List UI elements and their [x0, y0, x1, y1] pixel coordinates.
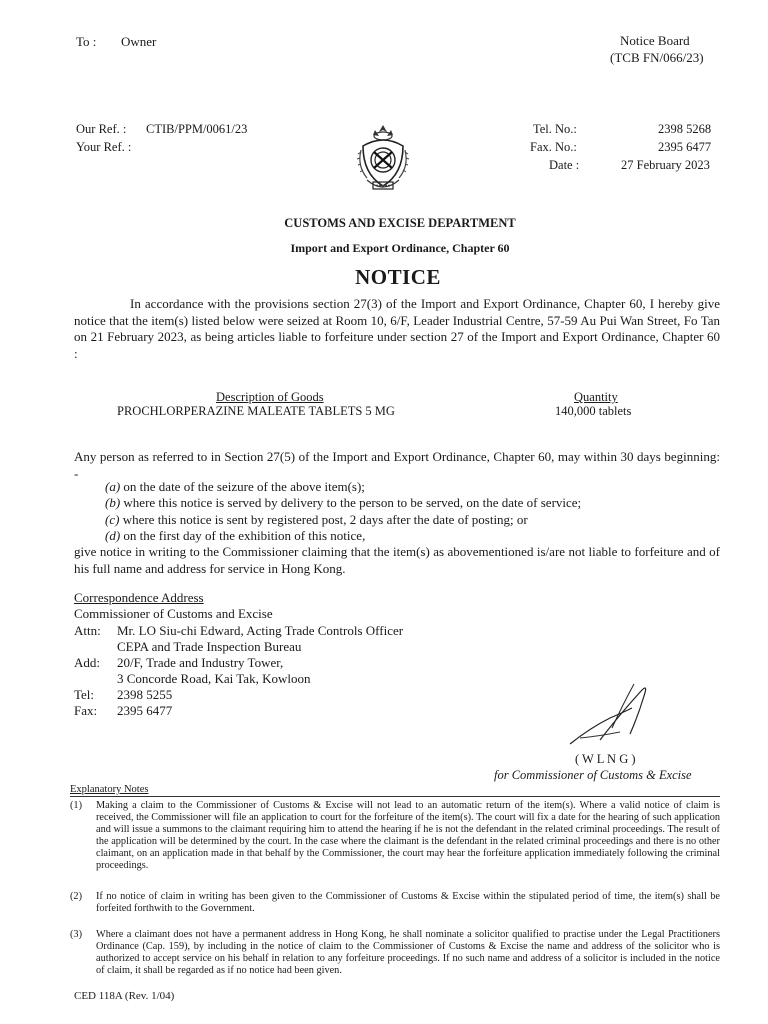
claim-item-marker: (b): [105, 495, 121, 510]
note-number: (2): [70, 891, 83, 902]
fax-value: 2395 6477: [658, 140, 712, 154]
signature-image: [560, 676, 670, 756]
note-text: If no notice of claim in writing has been given to the Commissioner of Customs & Excise within the stipulated period of time, the item(s) shall be forfeited forthwith to the Government.: [96, 891, 720, 914]
claim-item-a: [105, 479, 365, 495]
note-3: [70, 929, 720, 977]
note-1: [70, 800, 720, 872]
claim-item-d: [105, 528, 365, 544]
ordinance-title: Import and Export Ordinance, Chapter 60: [290, 241, 510, 255]
goods-desc-header: Description of Goods: [216, 390, 324, 404]
goods-qty-value: 140,000 tablets: [555, 404, 632, 418]
tel-label: Tel. No.:: [533, 122, 577, 136]
note-text: Where a claimant does not have a permanent address in Hong Kong, he shall nominate a solicitor qualified to practise under the Legal Practitioners Ordinance (Cap. 159), by including in the notice of claim to the Commissioner of Customs & Excise the name and address of the solicitor who is authorized to accept service on his behalf in relation to any forfeiture proceedings. If no such name and address of a solicitor is included in the notice of claim, it shall be regarded as if no notice had been given.: [96, 929, 720, 976]
corr-fax-value: 2395 6477: [117, 703, 173, 718]
add-label: Add:: [74, 655, 100, 670]
signature-initials: ( W L N G ): [575, 752, 636, 766]
note-number: (3): [70, 929, 83, 940]
claim-item-b: [105, 495, 581, 511]
notes-divider: [70, 796, 720, 797]
intro-paragraph: In accordance with the provisions section 27(3) of the Import and Export Ordinance, Chapter 60, I hereby give notice that the item(s) listed below were seized at Room 10, 6/F, Leader Industrial Centre, 57-59 Au Pui Wan Street, Fo Tan on 21 February 2023, as being articles liable to forfeiture under section 27 of the Import and Export Ordinance, Chapter 60 :: [74, 296, 720, 361]
claim-item-c: [105, 512, 528, 528]
correspondence-heading: Correspondence Address: [74, 590, 204, 605]
claim-item-text: where this notice is served by delivery to the person to be served, on the date of service;: [120, 495, 582, 510]
your-ref-label: Your Ref. :: [76, 140, 132, 154]
notice-title: NOTICE: [355, 265, 441, 289]
claim-item-text: on the first day of the exhibition of this notice,: [120, 528, 366, 543]
claim-item-marker: (c): [105, 512, 120, 527]
attn-line-2: CEPA and Trade Inspection Bureau: [117, 639, 302, 654]
goods-desc-value: PROCHLORPERAZINE MALEATE TABLETS 5 MG: [117, 404, 395, 418]
department-name: CUSTOMS AND EXCISE DEPARTMENT: [284, 216, 516, 230]
notes-heading: Explanatory Notes: [70, 784, 149, 795]
customs-crest-icon: [353, 122, 413, 202]
corr-tel-label: Tel:: [74, 687, 95, 702]
fax-label: Fax. No.:: [530, 140, 577, 154]
claim-item-marker: (a): [105, 479, 121, 494]
corr-tel-value: 2398 5255: [117, 687, 173, 702]
date-label: Date :: [549, 158, 580, 172]
notice-board-ref: (TCB FN/066/23): [610, 50, 704, 65]
claim-paragraph: Any person as referred to in Section 27(5) of the Import and Export Ordinance, Chapter 60, may within 30 days beginning: -: [74, 449, 720, 481]
corr-fax-label: Fax:: [74, 703, 98, 718]
date-value: 27 February 2023: [621, 158, 710, 172]
goods-qty-header: Quantity: [574, 390, 618, 404]
note-number: (1): [70, 800, 83, 811]
our-ref-value: CTIB/PPM/0061/23: [146, 122, 248, 136]
claim-closing: give notice in writing to the Commissioner claiming that the item(s) as abovementioned is/are not liable to forfeiture and of his full name and address for service in Hong Kong.: [74, 544, 720, 576]
tel-value: 2398 5268: [658, 122, 712, 136]
attn-label: Attn:: [74, 623, 101, 638]
note-text: Making a claim to the Commissioner of Customs & Excise will not lead to an automatic return of the item(s). Where a valid notice of claim is received, the Commissioner will file an application to court for the forfeiture of the item(s). The court will fix a date for the hearing of such application and will issue a summons to the claimant requiring him to attend the hearing if he is not the defendant in the related criminal proceedings. The result of the application will be determined by the court. In the case where the claimant is the defendant in the related criminal proceedings and there is no other claimant, on an application made in that behalf by the Commissioner, the court may hear the forfeiture application immediately following the criminal proceedings.: [96, 800, 720, 871]
signed-for: for Commissioner of Customs & Excise: [494, 768, 692, 782]
notice-board-title: Notice Board: [620, 33, 690, 48]
to-value: Owner: [121, 34, 157, 49]
our-ref-label: Our Ref. :: [76, 122, 127, 136]
claim-item-text: on the date of the seizure of the above item(s);: [120, 479, 365, 494]
attn-line-1: Mr. LO Siu-chi Edward, Acting Trade Controls Officer: [117, 623, 404, 638]
customs-emblem: [353, 122, 413, 202]
to-label: To :: [76, 34, 97, 49]
claim-item-text: where this notice is sent by registered post, 2 days after the date of posting; or: [119, 512, 528, 527]
correspondence-org: Commissioner of Customs and Excise: [74, 606, 273, 621]
note-2: [70, 891, 720, 915]
claim-item-marker: (d): [105, 528, 121, 543]
add-line-1: 20/F, Trade and Industry Tower,: [117, 655, 284, 670]
add-line-2: 3 Concorde Road, Kai Tak, Kowloon: [117, 671, 311, 686]
form-code: CED 118A (Rev. 1/04): [74, 990, 175, 1002]
